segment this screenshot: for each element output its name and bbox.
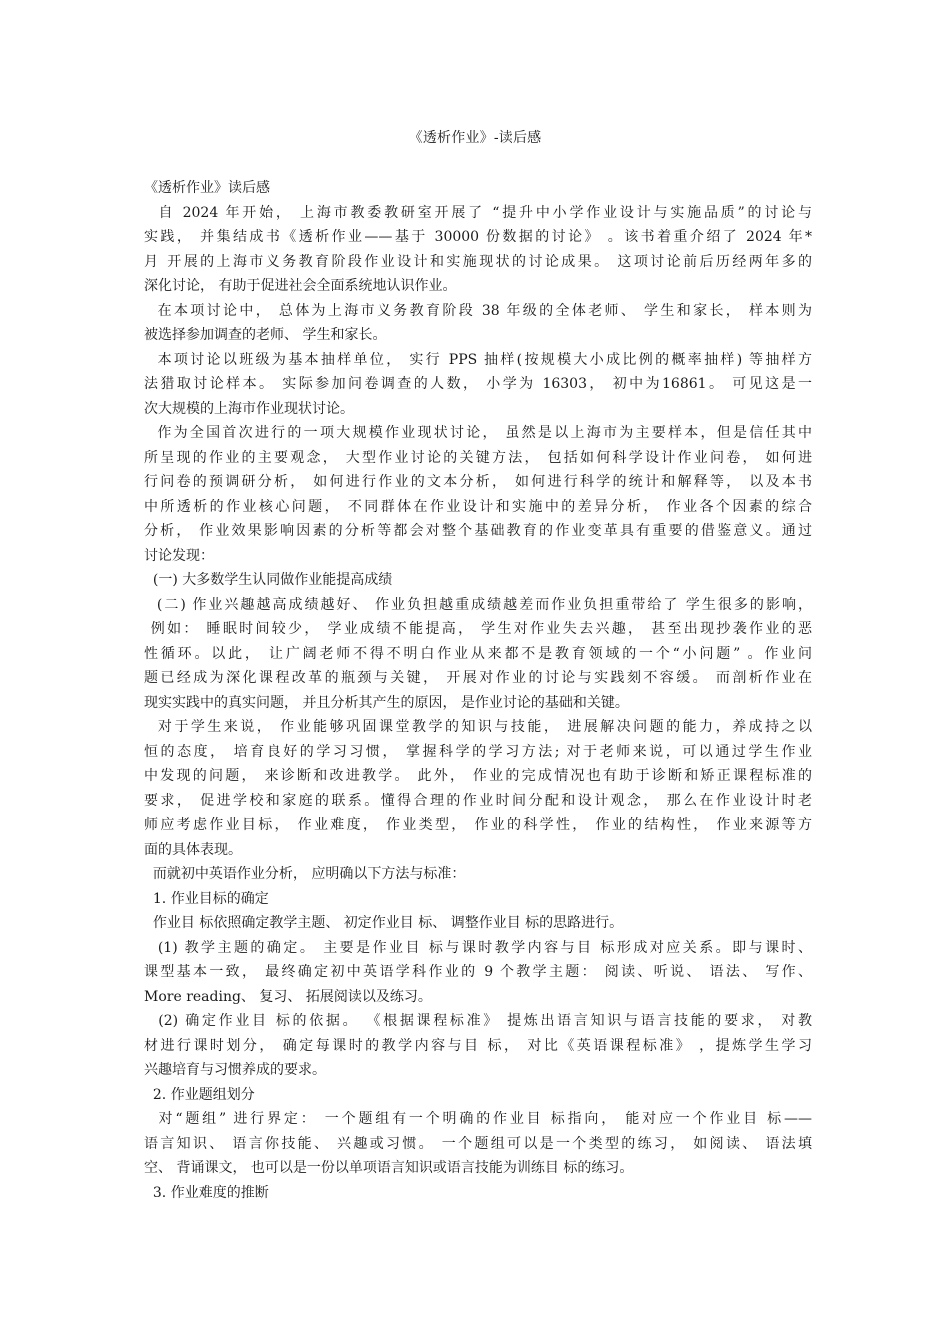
body-line: 分析， 作业效果影响因素的分析等都会对整个基础教育的作业变革具有重要的借鉴意义。通过 [144,523,812,539]
body-line: (二) 作业兴趣越高成绩越好、 作业负担越重成绩越差而作业负担重带给了 学生很多的影响， [144,596,812,613]
body-line: 作业目 标依照确定教学主题、 初定作业目 标、 调整作业目 标的思路进行。 [144,915,624,931]
body-line: 恒的态度， 培育良好的学习习惯， 掌握科学的学习方法; 对于老师来说，可以通过学生作业 [144,743,812,760]
body-line: 空、 背诵课文， 也可以是一份以单项语言知识或语言技能为训练目 标的练习。 [144,1160,634,1176]
body-line: 师应考虑作业目标， 作业难度， 作业类型， 作业的科学性， 作业的结构性， 作业来源等方 [144,817,812,833]
body-line: 讨论发现： [144,547,214,564]
body-line: 《透析作业》读后感 [144,180,270,196]
body-line: 月 开展的上海市义务教育阶段作业设计和实施现状的讨论成果。 这项讨论前后历经两年多的 [144,253,812,270]
body-line: 题已经成为深化课程改革的瓶颈与关键， 开展对作业的讨论与实践刻不容缓。 而剖析作业在 [144,670,812,686]
body-line: 行问卷的预调研分析， 如何进行作业的文本分析， 如何进行科学的统计和解释等， 以及本书 [144,474,812,490]
body-line: 性循环。以此， 让广阔老师不得不明白作业从来都不是教育领域的一个“小问题” 。作业问 [144,645,812,662]
body-line: 面的具体表现。 [144,841,242,858]
body-line: 实践， 并集结成书《透析作业——基于 30000 份数据的讨论》 。该书着重介绍了 2024 年* [144,229,812,245]
body-line: 次大规模的上海市作业现状讨论。 [144,400,354,417]
body-line: (1) 教学主题的确定。 主要是作业目 标与课时教学内容与目 标形成对应关系。即与课时、 [144,939,812,956]
body-line: 被选择参加调查的老师、 学生和家长。 [144,327,387,343]
body-line: 要求， 促进学校和家庭的联系。懂得合理的作业时间分配和设计观念， 那么在作业设计时老 [144,792,812,809]
body-line: 所呈现的作业的主要观念， 大型作业讨论的关键方法， 包括如何科学设计作业问卷， 如何进 [144,449,812,466]
body-line: 在本项讨论中， 总体为上海市义务教育阶段 38 年级的全体老师、 学生和家长， 样本则为 [144,302,812,319]
body-line: (一) 大多数学生认同做作业能提高成绩 [144,572,393,588]
body-line: (2) 确定作业目 标的依据。 《根据课程标准》 提炼出语言知识与语言技能的要求， 对教 [144,1013,812,1029]
body-line: 中发现的问题， 来诊断和改进教学。 此外， 作业的完成情况也有助于诊断和矫正课程标准的 [144,768,812,784]
body-line: 对于学生来说， 作业能够巩固课堂教学的知识与技能， 进展解决问题的能力，养成持之以 [144,719,812,735]
body-line: 法猎取讨论样本。 实际参加问卷调查的人数， 小学为 16303， 初中为16861。 可见这是一 [144,376,812,392]
body-line: 中所透析的作业核心问题， 不同群体在作业设计和实施中的差异分析， 作业各个因素的综合 [144,498,812,515]
body-line: 例如： 睡眠时间较少， 学业成绩不能提高， 学生对作业失去兴趣， 甚至出现抄袭作业的恶 [144,621,812,637]
body-line: 现实实践中的真实问题， 并且分析其产生的原因， 是作业讨论的基础和关键。 [144,694,629,711]
body-line: 3. 作业难度的推断 [144,1184,269,1201]
body-line: 1. 作业目标的确定 [144,890,269,907]
body-line: 而就初中英语作业分析， 应明确以下方法与标准： [144,866,466,882]
document-body [144,176,812,1205]
body-line: 2. 作业题组划分 [144,1086,255,1103]
body-line: 自 2024 年开始， 上海市教委教研室开展了 “提升中小学作业设计与实施品质”的讨论与 [144,204,812,221]
body-line: 深化讨论， 有助于促进社会全面系统地认识作业。 [144,278,457,294]
body-line: 课型基本一致， 最终确定初中英语学科作业的 9 个教学主题： 阅读、听说、 语法、 写作、 [144,964,812,980]
body-line: More reading、 复习、 拓展阅读以及练习。 [144,988,432,1005]
body-line: 本项讨论以班级为基本抽样单位， 实行 PPS 抽样(按规模大小成比例的概率抽样) 等抽样方 [144,351,812,368]
body-line: 语言知识、 语言你技能、 兴趣或习惯。 一个题组可以是一个类型的练习， 如阅读、 语法填 [144,1135,812,1152]
body-line: 对“题组” 进行界定： 一个题组有一个明确的作业目 标指向， 能对应一个作业目 标—— [144,1111,812,1127]
body-line: 作为全国首次进行的一项大规模作业现状讨论， 虽然是以上海市为主要样本，但是信任其中 [144,425,812,441]
document-title: 《透析作业》-读后感 [408,130,542,146]
body-line: 材进行课时划分， 确定每课时的教学内容与目 标， 对比《英语课程标准》 ，提炼学生学习 [144,1037,812,1054]
body-line: 兴趣培育与习惯养成的要求。 [144,1062,326,1078]
